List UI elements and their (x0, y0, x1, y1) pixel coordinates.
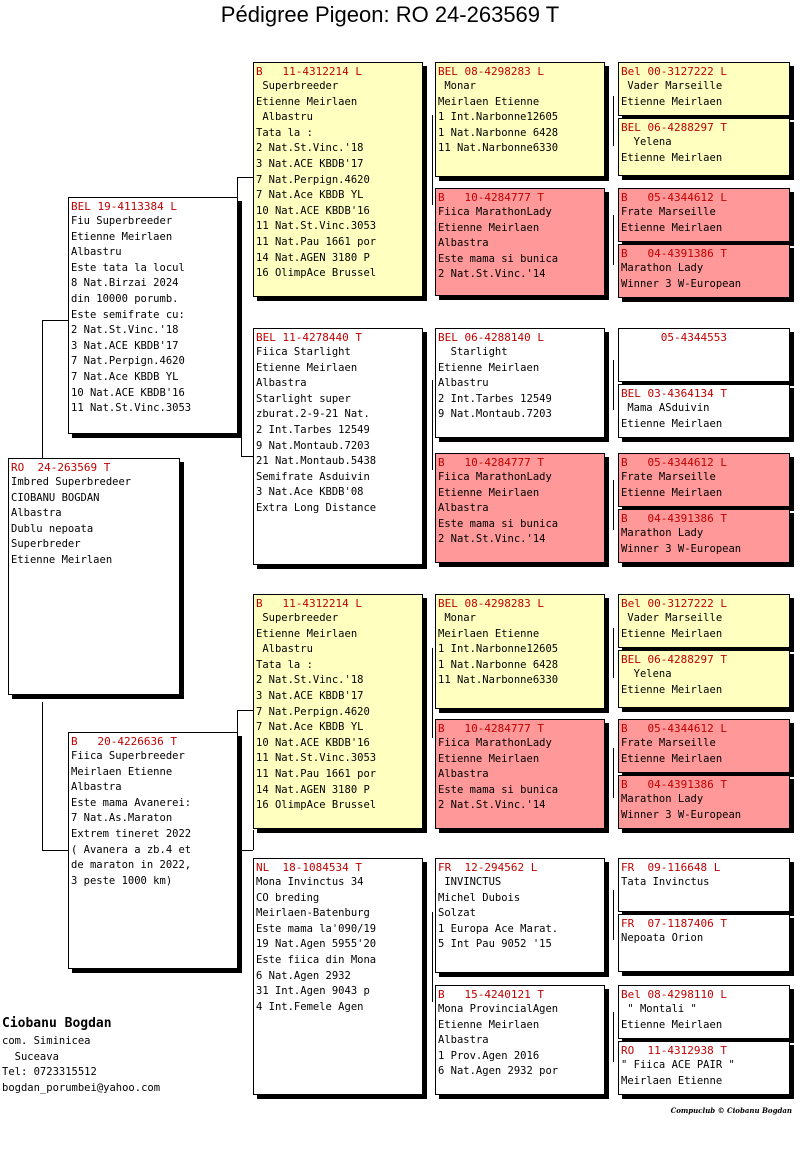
ring-number: RO 11-4312938 T (621, 1044, 727, 1057)
connector-line (237, 710, 253, 711)
card-line: Marathon Lady (621, 527, 704, 539)
breeder-name: Ciobanu Bogdan (2, 1016, 112, 1031)
card-line: 11 Nat.St.Vinc.3053 (256, 752, 377, 765)
card-line: Extrem tineret 2022 (71, 827, 192, 840)
card-details (71, 214, 235, 417)
card-line: Solzat (438, 907, 476, 920)
card-line: 2 Nat.St.Vinc.'14 (438, 533, 546, 546)
card-line: Fiica Starlight (256, 346, 351, 358)
pigeon-card-gggp-15[interactable] (618, 985, 790, 1039)
card-line: Winner 3 W-European (621, 277, 742, 290)
ring-number: FR 07-1187406 T (621, 917, 727, 930)
ring-number: B 15-4240121 T (438, 988, 544, 1001)
ring-number: BEL 06-4288297 T (621, 121, 727, 134)
card-line: 1 Int.Narbonne12605 (438, 643, 559, 656)
card-line: " Montali " (621, 1003, 697, 1015)
card-details (438, 611, 602, 689)
card-line: Mama ASduivin (621, 402, 710, 414)
card-line: 1 Prov.Agen 2016 (438, 1049, 540, 1062)
ring-number: FR 09-116648 L (621, 861, 721, 874)
ring-number: BEL 06-4288297 T (621, 653, 727, 666)
connector-line (432, 380, 433, 470)
ring-number: BEL 11-4278440 T (256, 331, 362, 344)
card-line: 11 Nat.Narbonne6330 (438, 142, 559, 155)
card-line: Semifrate Asduivin (256, 470, 370, 483)
pigeon-card-gggp-3[interactable] (618, 188, 790, 242)
card-line: 11 Nat.Pau 1661 por (256, 767, 377, 780)
card-line: 1 Europa Ace Marat. (438, 922, 559, 935)
card-details (256, 345, 420, 517)
card-line: Este mama si bunica (438, 517, 559, 530)
breeder-info (2, 1014, 160, 1096)
card-line: Etienne Meirlaen (621, 95, 723, 108)
pigeon-card-ggp-2[interactable] (435, 188, 605, 296)
card-line: Albastra (438, 768, 489, 781)
card-details (621, 135, 787, 166)
ring-number: NL 18-1084534 T (256, 861, 362, 874)
card-line: Albastru (438, 377, 489, 390)
connector-line (613, 96, 614, 146)
ring-number: B 04-4391386 T (621, 778, 727, 791)
ring-number: B 05-4344612 L (621, 722, 727, 735)
card-line: 7 Nat.Perpign.4620 (256, 173, 370, 186)
card-line: Marathon Lady (621, 262, 704, 274)
card-line: Tata la : (256, 658, 313, 671)
card-line: 7 Nat.Ace KBDB YL (71, 370, 179, 383)
pigeon-card-gggp-12[interactable] (618, 775, 790, 829)
card-line: Etienne Meirlaen (438, 361, 540, 374)
card-line: Etienne Meirlaen (71, 230, 173, 243)
card-line: Frate Marseille (621, 471, 716, 483)
connector-line (613, 215, 614, 265)
card-line: Superbreeder (256, 80, 339, 92)
card-line: Frate Marseille (621, 737, 716, 749)
card-line: 21 Nat.Montaub.5438 (256, 455, 377, 468)
card-line: Mona ProvincialAgen (438, 1003, 559, 1015)
ring-number: B 20-4226636 T (71, 735, 177, 748)
card-line: 5 Int Pau 9052 '15 (438, 938, 552, 951)
pigeon-card-granddam-1[interactable] (253, 328, 423, 565)
card-line: Extra Long Distance (256, 501, 377, 514)
card-line: Winner 3 W-European (621, 542, 742, 555)
pigeon-card-gggp-7[interactable] (618, 453, 790, 507)
card-details (621, 205, 787, 236)
card-line: Etienne Meirlaen (438, 486, 540, 499)
card-details (438, 736, 602, 814)
connector-line (42, 320, 43, 460)
card-details (621, 792, 787, 823)
card-line: 1 Nat.Narbonne 6428 (438, 126, 559, 139)
card-line: INVINCTUS (438, 876, 502, 888)
card-line: 3 Nat.Ace KBDB'08 (256, 486, 364, 499)
card-line: Etienne Meirlaen (621, 683, 723, 696)
card-line: Michel Dubois (438, 891, 521, 904)
connector-line (237, 177, 253, 178)
pigeon-card-grandsire-1[interactable] (253, 62, 423, 297)
pigeon-card-ggp-1[interactable] (435, 62, 605, 177)
card-details (621, 261, 787, 292)
card-details (621, 931, 787, 947)
pigeon-card-gggp-16[interactable] (618, 1041, 790, 1095)
card-line: 14 Nat.AGEN 3180 P (256, 783, 370, 796)
card-line: " Fiica ACE PAIR " (621, 1059, 735, 1071)
card-details (438, 1002, 602, 1080)
card-line: de maraton in 2022, (71, 859, 192, 872)
card-line: 2 Nat.St.Vinc.'18 (71, 324, 179, 337)
card-line: 6 Nat.Agen 2932 (256, 969, 351, 982)
card-line: Monar (438, 80, 476, 92)
pigeon-card-grandsire-2[interactable] (253, 594, 423, 829)
card-line: 1 Int.Narbonne12605 (438, 111, 559, 124)
card-line: 3 Nat.ACE KBDB'17 (256, 157, 364, 170)
card-details (256, 79, 420, 282)
pigeon-card-ggp-6[interactable] (435, 719, 605, 829)
ring-number: Bel 00-3127222 L (621, 65, 727, 78)
card-line: Monar (438, 612, 476, 624)
card-line: Este mama si bunica (438, 783, 559, 796)
card-line: 11 Nat.Pau 1661 por (256, 235, 377, 248)
card-line: 10 Nat.ACE KBDB'16 (256, 736, 370, 749)
pigeon-card-gggp-14[interactable] (618, 914, 790, 972)
card-line: Yelena (621, 668, 672, 680)
ring-number: 05-4344553 (621, 331, 727, 344)
card-line: Superbreder (11, 538, 81, 551)
card-line: 10 Nat.ACE KBDB'16 (71, 386, 185, 399)
card-line: Superbreeder (256, 612, 339, 624)
card-line: din 10000 porumb. (71, 292, 179, 305)
card-line: Etienne Meirlaen (256, 361, 358, 374)
breeder-address-line: com. Siminicea (2, 1035, 91, 1047)
card-details (438, 875, 602, 953)
card-line: Mona Invinctus 34 (256, 876, 364, 888)
ring-number: BEL 03-4364134 T (621, 387, 727, 400)
card-line: Albastru (71, 246, 122, 259)
card-line: Fiica MarathonLady (438, 737, 552, 749)
connector-line (613, 360, 614, 410)
card-line: 2 Nat.St.Vinc.'14 (438, 799, 546, 812)
card-line: Meirlaen Etienne (71, 765, 173, 778)
card-line: Meirlaen Etienne (438, 627, 540, 640)
connector-line (432, 115, 433, 205)
connector-line (613, 748, 614, 798)
card-line: Este semifrate cu: (71, 308, 185, 321)
card-line: Meirlaen Etienne (621, 1074, 723, 1087)
connector-line (432, 912, 433, 1002)
connector-line (42, 850, 69, 851)
card-line: ( Avanera a zb.4 et (71, 843, 192, 856)
card-line: Etienne Meirlaen (256, 95, 358, 108)
card-line: 4 Int.Femele Agen (256, 1000, 364, 1013)
ring-number: B 05-4344612 L (621, 191, 727, 204)
card-line: Meirlaen-Batenburg (256, 907, 370, 920)
card-details (438, 345, 602, 423)
ring-number: BEL 08-4298283 L (438, 597, 544, 610)
card-line: Frate Marseille (621, 206, 716, 218)
connector-line (613, 1012, 614, 1062)
ring-number: Bel 00-3127222 L (621, 597, 727, 610)
card-line: 2 Nat.St.Vinc.'18 (256, 674, 364, 687)
pigeon-card-gggp-6[interactable] (618, 384, 790, 438)
ring-number: BEL 19-4113384 L (71, 200, 177, 213)
connector-line (432, 648, 433, 738)
card-line: 11 Nat.Narbonne6330 (438, 674, 559, 687)
pigeon-card-gggp-8[interactable] (618, 509, 790, 563)
card-details (621, 526, 787, 557)
ring-number: BEL 08-4298283 L (438, 65, 544, 78)
card-line: Etienne Meirlaen (438, 221, 540, 234)
pigeon-card-ggp-7[interactable] (435, 858, 605, 973)
connector-line (253, 830, 254, 850)
card-line: Albastru (256, 643, 313, 656)
card-details (71, 749, 235, 889)
pigeon-card-gggp-1[interactable] (618, 62, 790, 116)
card-line: Dublu nepoata (11, 522, 94, 535)
connector-line (42, 320, 69, 321)
card-line: 9 Nat.Montaub.7203 (438, 408, 552, 421)
card-details (256, 611, 420, 814)
card-line: Starlight (438, 346, 508, 358)
card-line: Tata la : (256, 126, 313, 139)
card-line: Vader Marseille (621, 80, 723, 92)
card-line: 2 Nat.St.Vinc.'14 (438, 268, 546, 281)
card-line: 6 Nat.Agen 2932 por (438, 1065, 559, 1078)
connector-line (237, 850, 253, 851)
card-line: 7 Nat.Ace KBDB YL (256, 721, 364, 734)
ring-number: Bel 08-4298110 L (621, 988, 727, 1001)
pigeon-card-gggp-10[interactable] (618, 650, 790, 708)
card-line: 11 Nat.St.Vinc.3053 (256, 220, 377, 233)
card-line: Fiica MarathonLady (438, 206, 552, 218)
card-details (621, 736, 787, 767)
card-line: Nepoata Orion (621, 932, 704, 944)
card-line: 14 Nat.AGEN 3180 P (256, 251, 370, 264)
card-line: CO breding (256, 891, 320, 904)
card-line: Etienne Meirlaen (621, 151, 723, 164)
card-line: 10 Nat.ACE KBDB'16 (256, 204, 370, 217)
breeder-email[interactable]: bogdan_porumbei@yahoo.com (2, 1081, 161, 1094)
card-details (621, 1002, 787, 1033)
card-line: Albastra (438, 502, 489, 515)
card-line: 2 Nat.St.Vinc.'18 (256, 142, 364, 155)
card-details (438, 470, 602, 548)
pigeon-card-granddam-2[interactable] (253, 858, 423, 1095)
card-line: Albastru (256, 111, 313, 124)
connector-line (241, 456, 253, 457)
breeder-address-line: Suceava (2, 1050, 59, 1063)
card-details (621, 79, 787, 110)
ring-number: BEL 06-4288140 L (438, 331, 544, 344)
ring-number: B 10-4284777 T (438, 722, 544, 735)
pigeon-card-dam[interactable] (68, 732, 238, 969)
card-line: Tata Invinctus (621, 876, 710, 888)
ring-number: B 10-4284777 T (438, 456, 544, 469)
card-line: Imbred Superbredeer (11, 476, 132, 488)
card-line: Meirlaen Etienne (438, 95, 540, 108)
card-line: 19 Nat.Agen 5955'20 (256, 938, 377, 951)
connector-line (42, 702, 43, 850)
card-details (621, 667, 787, 698)
pigeon-card-ggp-3[interactable] (435, 328, 605, 438)
card-line: CIOBANU BOGDAN (11, 491, 100, 504)
card-line: Albastra (71, 781, 122, 794)
card-line: 7 Nat.Perpign.4620 (256, 705, 370, 718)
card-details (438, 79, 602, 157)
card-line: Fiica Superbreeder (71, 750, 185, 762)
pigeon-card-gggp-13[interactable] (618, 858, 790, 912)
card-details (256, 875, 420, 1015)
card-details (621, 611, 787, 642)
card-line: 16 OlimpAce Brussel (256, 799, 377, 812)
ring-number: B 11-4312214 L (256, 597, 362, 610)
card-line: Starlight super (256, 392, 351, 405)
card-line: Este fiica din Mona (256, 953, 377, 966)
card-line: Albastra (11, 507, 62, 520)
card-line: Fiu Superbreeder (71, 215, 173, 227)
card-line: 7 Nat.As.Maraton (71, 812, 173, 825)
card-line: 3 peste 1000 km) (71, 874, 173, 887)
connector-line (613, 628, 614, 678)
pigeon-card-gggp-11[interactable] (618, 719, 790, 773)
pigeon-card-ggp-4[interactable] (435, 453, 605, 563)
card-line: 9 Nat.Montaub.7203 (256, 439, 370, 452)
card-line: 2 Int.Tarbes 12549 (256, 423, 370, 436)
card-line: Fiica MarathonLady (438, 471, 552, 483)
card-line: Etienne Meirlaen (621, 752, 723, 765)
ring-number: B 05-4344612 L (621, 456, 727, 469)
copyright-footer: Compuclub © Ciobanu Bogdan (670, 1106, 792, 1115)
card-line: Etienne Meirlaen (621, 1018, 723, 1031)
ring-number: FR 12-294562 L (438, 861, 538, 874)
card-line: 7 Nat.Perpign.4620 (71, 355, 185, 368)
breeder-phone: Tel: 0723315512 (2, 1066, 97, 1079)
card-line: 7 Nat.Ace KBDB YL (256, 189, 364, 202)
card-details (621, 470, 787, 501)
card-line: Este tata la locul (71, 261, 185, 274)
card-line: zburat.2-9-21 Nat. (256, 408, 370, 421)
card-details (621, 401, 787, 432)
connector-line (241, 317, 242, 456)
card-line: Albastra (438, 1034, 489, 1047)
card-line: 8 Nat.Birzai 2024 (71, 277, 179, 290)
card-line: 1 Nat.Narbonne 6428 (438, 658, 559, 671)
ring-number: B 04-4391386 T (621, 247, 727, 260)
card-line: Vader Marseille (621, 612, 723, 624)
card-line: Albastra (256, 377, 307, 390)
card-line: Etienne Meirlaen (621, 417, 723, 430)
card-line: 16 OlimpAce Brussel (256, 267, 377, 280)
ring-number: B 11-4312214 L (256, 65, 362, 78)
pigeon-card-gggp-2[interactable] (618, 118, 790, 176)
pigeon-card-sire[interactable] (68, 197, 238, 434)
page-title: Pédigree Pigeon: RO 24-263569 T (220, 2, 560, 27)
card-line: 11 Nat.St.Vinc.3053 (71, 402, 192, 415)
card-line: Etienne Meirlaen (438, 752, 540, 765)
card-line: 3 Nat.ACE KBDB'17 (256, 689, 364, 702)
ring-number: B 10-4284777 T (438, 191, 544, 204)
pigeon-card-gggp-9[interactable] (618, 594, 790, 648)
card-line: 31 Int.Agen 9043 p (256, 985, 370, 998)
card-line: Etienne Meirlaen (621, 486, 723, 499)
connector-line (613, 480, 614, 530)
card-line: Este mama la'090/19 (256, 922, 377, 935)
card-details (621, 1058, 787, 1089)
card-line: Marathon Lady (621, 793, 704, 805)
card-details (621, 875, 787, 891)
pigeon-card-gggp-4[interactable] (618, 244, 790, 298)
card-line: Albastra (438, 237, 489, 250)
card-line: Yelena (621, 136, 672, 148)
card-line: Este mama Avanerei: (71, 796, 192, 809)
pigeon-card-subject[interactable] (8, 458, 180, 695)
card-line: Este mama si bunica (438, 252, 559, 265)
card-line: Etienne Meirlaen (256, 627, 358, 640)
ring-number: RO 24-263569 T (11, 461, 111, 474)
pigeon-card-ggp-5[interactable] (435, 594, 605, 709)
connector-line (613, 890, 614, 940)
card-line: Winner 3 W-European (621, 808, 742, 821)
card-details (438, 205, 602, 283)
card-line: 2 Int.Tarbes 12549 (438, 392, 552, 405)
card-details (11, 475, 177, 569)
card-line: 3 Nat.ACE KBDB'17 (71, 339, 179, 352)
ring-number: B 04-4391386 T (621, 512, 727, 525)
card-line: Etienne Meirlaen (11, 553, 113, 566)
pigeon-card-gggp-5[interactable] (618, 328, 790, 382)
card-line: Etienne Meirlaen (621, 627, 723, 640)
card-line: Etienne Meirlaen (438, 1018, 540, 1031)
card-line: Etienne Meirlaen (621, 221, 723, 234)
pigeon-card-ggp-8[interactable] (435, 985, 605, 1095)
